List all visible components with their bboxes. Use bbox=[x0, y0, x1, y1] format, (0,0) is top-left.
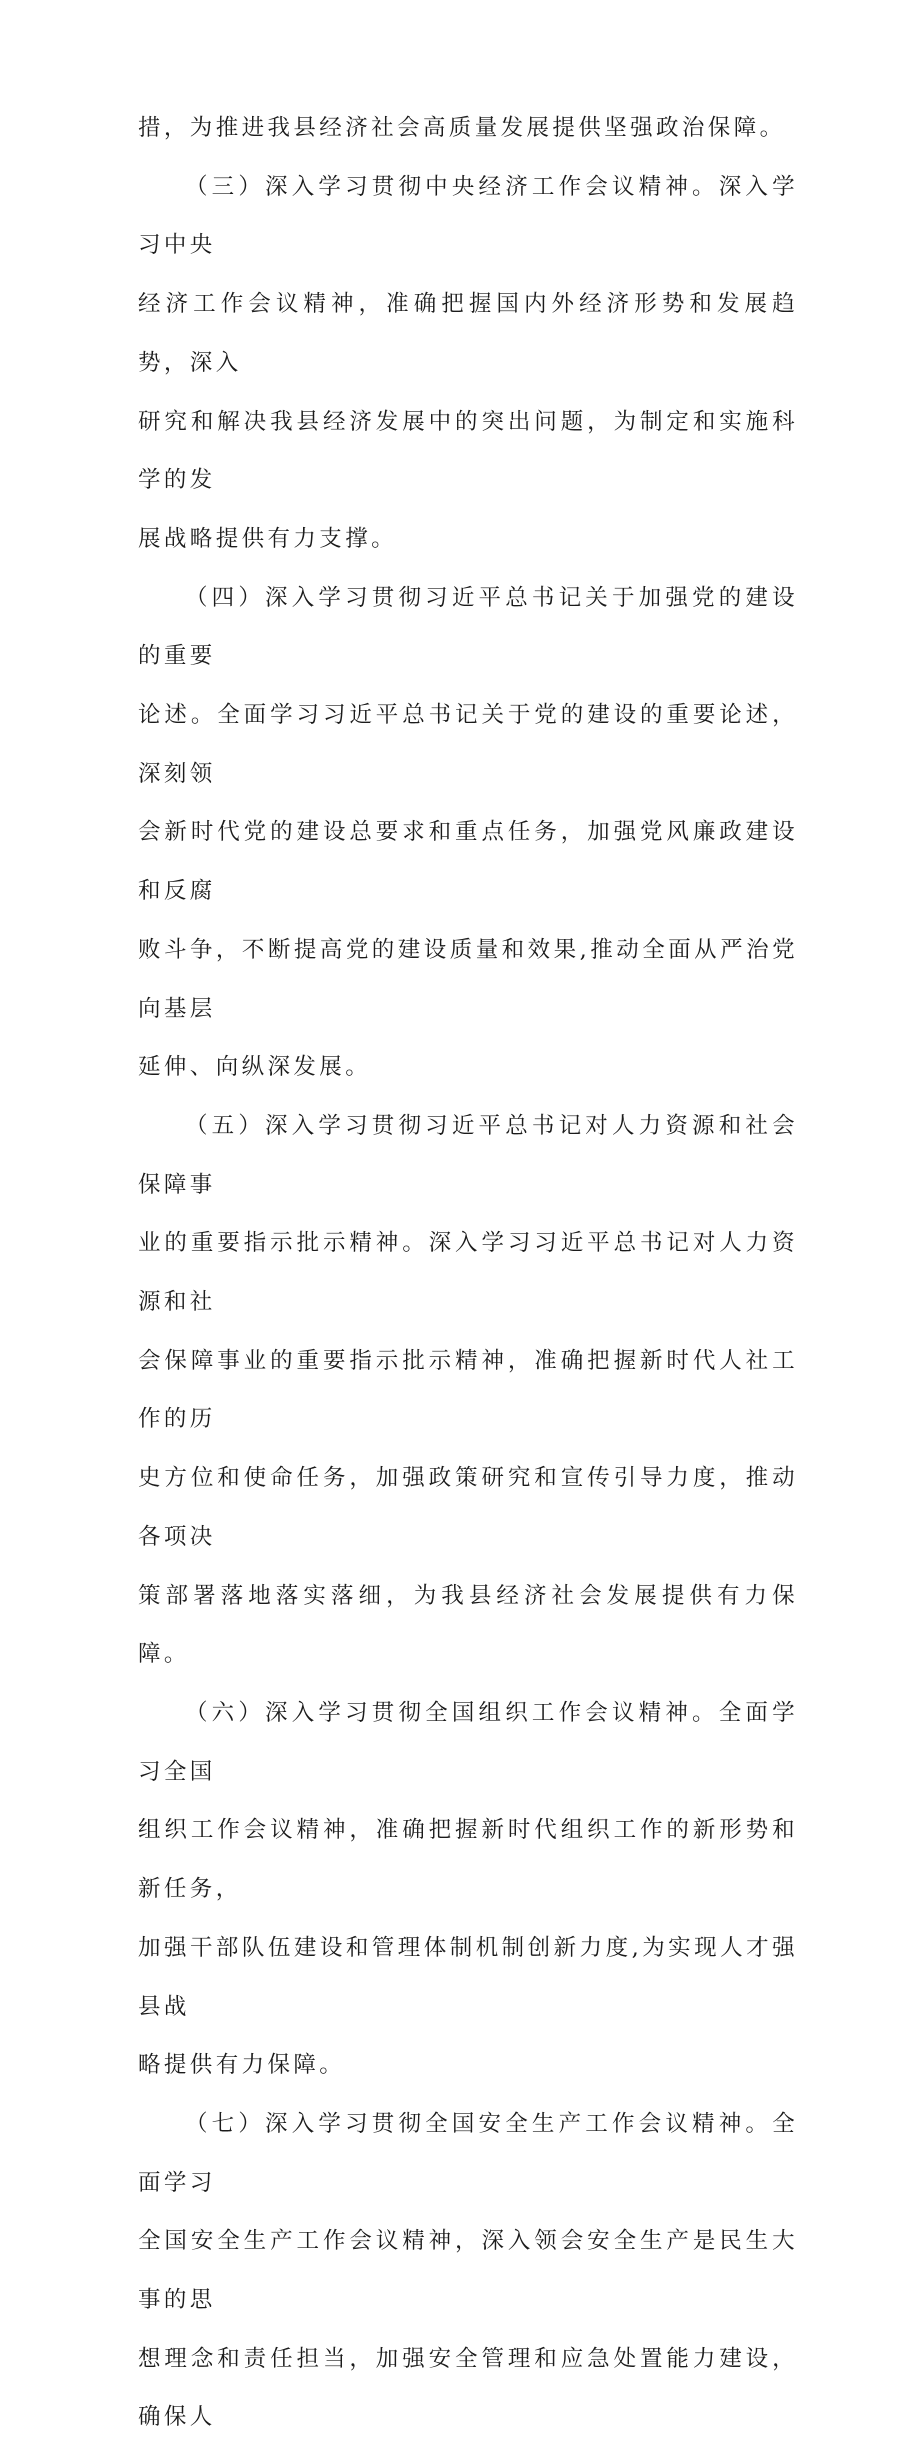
paragraph-continuation bbox=[138, 99, 798, 158]
text-line: 论述。全面学习习近平总书记关于党的建设的重要论述，深刻领 bbox=[138, 702, 798, 787]
text-line: 败斗争，不断提高党的建设质量和效果,推动全面从严治党向基层 bbox=[138, 936, 798, 1022]
text-line: 史方位和使命任务，加强政策研究和宣传引导力度，推动各项决 bbox=[138, 1465, 798, 1550]
paragraph-section-6 bbox=[138, 1684, 798, 2095]
text-line: 会保障事业的重要指示批示精神，准确把握新时代人社工作的历 bbox=[138, 1347, 798, 1433]
text-line: （六）深入学习贯彻全国组织工作会议精神。全面学习全国 bbox=[138, 1699, 798, 1785]
text-line: （七）深入学习贯彻全国安全生产工作会议精神。全面学习 bbox=[138, 2110, 798, 2196]
text-line: （三）深入学习贯彻中央经济工作会议精神。深入学习中央 bbox=[138, 173, 798, 259]
text-line: 延伸、向纵深发展。 bbox=[138, 1054, 372, 1081]
text-line: 加强干部队伍建设和管理体制机制创新力度,为实现人才强县战 bbox=[138, 1934, 798, 2020]
paragraph-section-5 bbox=[138, 1097, 798, 1684]
text-line: （四）深入学习贯彻习近平总书记关于加强党的建设的重要 bbox=[138, 584, 798, 670]
paragraph-section-7 bbox=[138, 2095, 798, 2447]
text-line: （五）深入学习贯彻习近平总书记对人力资源和社会保障事 bbox=[138, 1112, 798, 1198]
paragraph-section-4 bbox=[138, 569, 798, 1097]
text-line: 想理念和责任担当，加强安全管理和应急处置能力建设，确保人 bbox=[138, 2345, 798, 2431]
document-body bbox=[138, 99, 798, 2447]
text-line: 策部署落地落实落细，为我县经济社会发展提供有力保障。 bbox=[138, 1582, 798, 1668]
paragraph-section-3 bbox=[138, 158, 798, 569]
text-line: 展战略提供有力支撑。 bbox=[138, 525, 398, 552]
text-line: 组织工作会议精神，准确把握新时代组织工作的新形势和新任务， bbox=[138, 1817, 798, 1903]
text-line: 略提供有力保障。 bbox=[138, 2052, 346, 2079]
text-line: 措，为推进我县经济社会高质量发展提供坚强政治保障。 bbox=[138, 115, 786, 141]
text-line: 研究和解决我县经济发展中的突出问题，为制定和实施科学的发 bbox=[138, 408, 798, 494]
text-line: 全国安全生产工作会议精神，深入领会安全生产是民生大事的思 bbox=[138, 2228, 798, 2314]
text-line: 业的重要指示批示精神。深入学习习近平总书记对人力资源和社 bbox=[138, 1230, 798, 1316]
text-line: 经济工作会议精神，准确把握国内外经济形势和发展趋势，深入 bbox=[138, 291, 798, 376]
text-line: 会新时代党的建设总要求和重点任务，加强党风廉政建设和反腐 bbox=[138, 819, 798, 905]
